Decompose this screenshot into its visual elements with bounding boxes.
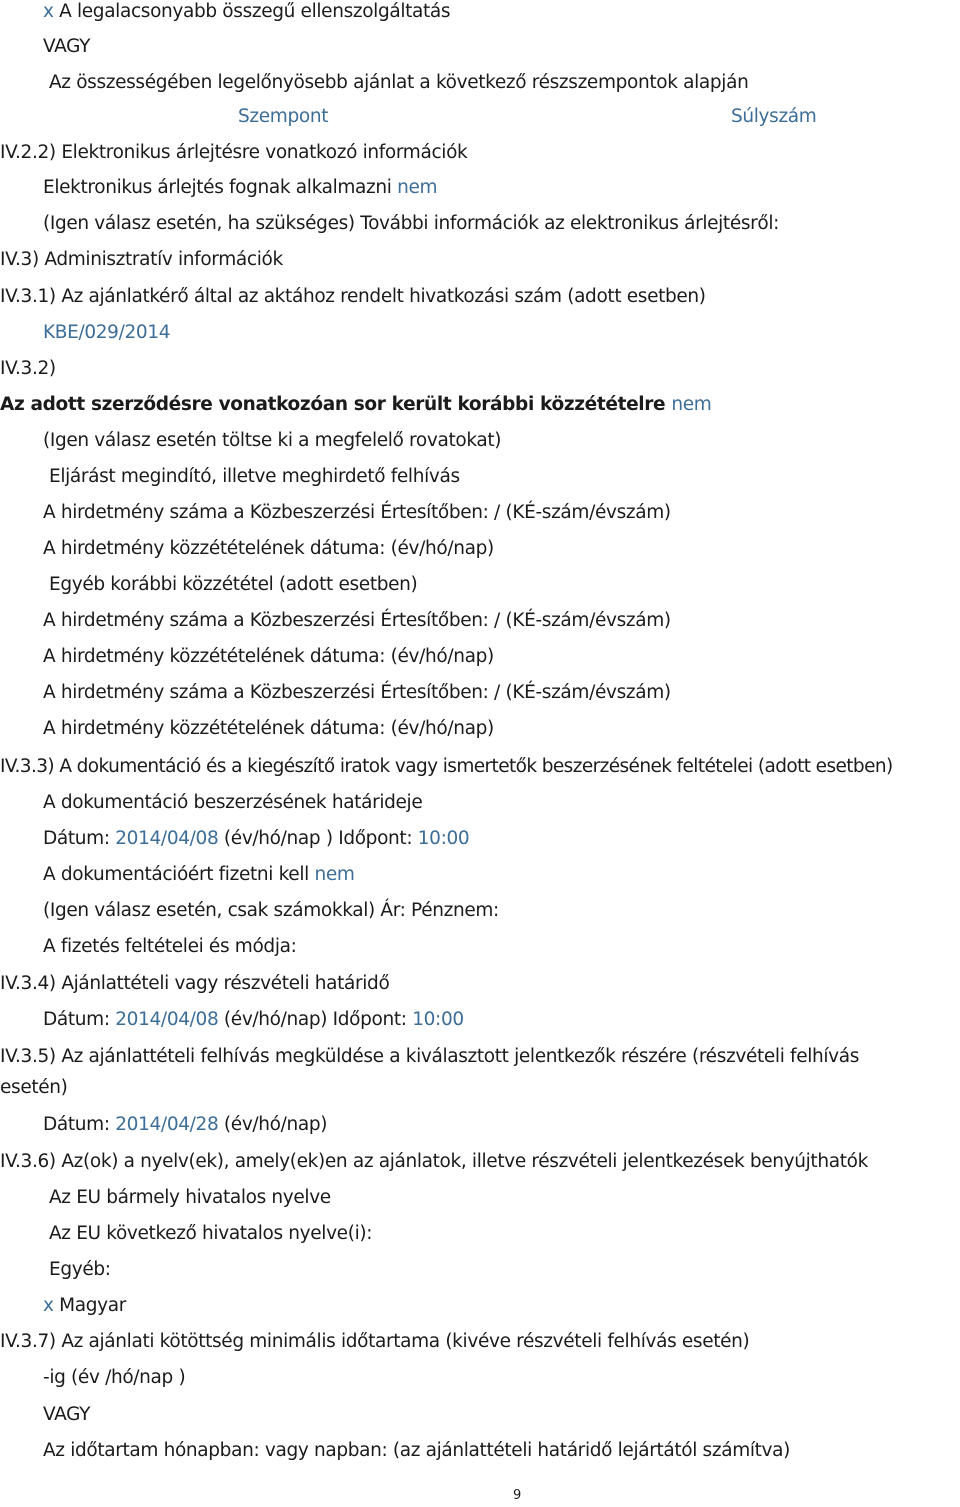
invitation-date-line: Dátum: 2014/04/28 (év/hó/nap): [43, 1114, 328, 1135]
language-option: Egyéb:: [49, 1259, 111, 1280]
date-value: 2014/04/08: [115, 1009, 219, 1030]
payment-terms-line: A fizetés feltételei és módja:: [43, 936, 297, 957]
language-option: Az EU következő hivatalos nyelve(i):: [49, 1223, 373, 1244]
subheading-line: Eljárást megindító, illetve meghirdető felhívás: [49, 466, 460, 487]
notice-number-line: A hirdetmény száma a Közbeszerzési Értesítőben: / (KÉ-szám/évszám): [43, 610, 671, 631]
section-heading: IV.3.3) A dokumentáció és a kiegészítő iratok vagy ismertetők beszerzésének feltételei (adott esetben): [0, 756, 893, 777]
section-heading: IV.3.5) Az ajánlattételi felhívás megküldése a kiválasztott jelentkezők részére (részvételi felhívás: [0, 1046, 860, 1067]
notice-date-line: A hirdetmény közzétételének dátuma: (év/hó/nap): [43, 538, 494, 559]
field-value: nem: [671, 394, 712, 415]
section-heading: IV.3.7) Az ajánlati kötöttség minimális időtartama (kivéve részvételi felhívás esetén): [0, 1331, 750, 1352]
reference-number: KBE/029/2014: [43, 322, 171, 343]
price-line: (Igen válasz esetén, csak számokkal) Ár: Pénznem:: [43, 900, 499, 921]
subheading-line: Egyéb korábbi közzététel (adott esetben): [49, 574, 418, 595]
previous-publication-question: Az adott szerződésre vonatkozóan sor került korábbi közzétételre nem: [0, 394, 712, 415]
until-date-line: -ig (év /hó/nap ): [43, 1367, 186, 1388]
section-heading: IV.3.4) Ajánlattételi vagy részvételi határidő: [0, 973, 390, 994]
section-heading: IV.3.6) Az(ok) a nyelv(ek), amely(ek)en az ajánlatok, illetve részvételi jelentkezések benyújthatók: [0, 1151, 868, 1172]
field-value: nem: [314, 864, 355, 885]
notice-number-line: A hirdetmény száma a Közbeszerzési Értesítőben: / (KÉ-szám/évszám): [43, 682, 671, 703]
award-criterion-economic: Az összességében legelőnyösebb ajánlat a következő részszempontok alapján: [49, 72, 749, 93]
notice-date-line: A hirdetmény közzétételének dátuma: (év/hó/nap): [43, 646, 494, 667]
section-heading-continued: esetén): [0, 1077, 68, 1098]
award-criterion-lowest-price: x A legalacsonyabb összegű ellenszolgáltatás: [43, 1, 451, 22]
language-option: Az EU bármely hivatalos nyelve: [49, 1187, 331, 1208]
tender-deadline-line: Dátum: 2014/04/08 (év/hó/nap) Időpont: 10:00: [43, 1009, 464, 1030]
date-value: 2014/04/08: [115, 828, 219, 849]
doc-deadline-line: Dátum: 2014/04/08 (év/hó/nap ) Időpont: 10:00: [43, 828, 470, 849]
doc-deadline-label: A dokumentáció beszerzésének határideje: [43, 792, 423, 813]
weight-column-header: Súlyszám: [731, 106, 817, 127]
time-value: 10:00: [417, 828, 470, 849]
section-heading: IV.3.2): [0, 358, 56, 379]
time-value: 10:00: [412, 1009, 464, 1030]
section-heading: IV.3) Adminisztratív információk: [0, 249, 283, 270]
or-separator: VAGY: [43, 36, 91, 57]
section-heading: IV.2.2) Elektronikus árlejtésre vonatkozó információk: [0, 142, 468, 163]
duration-line: Az időtartam hónapban: vagy napban: (az ajánlattételi határidő lejártától számítva): [43, 1440, 791, 1461]
or-separator: VAGY: [43, 1404, 91, 1425]
doc-payment-line: A dokumentációért fizetni kell nem: [43, 864, 355, 885]
notice-date-line: A hirdetmény közzétételének dátuma: (év/hó/nap): [43, 718, 494, 739]
e-auction-line: Elektronikus árlejtés fognak alkalmazni nem: [43, 177, 438, 198]
selected-mark: x: [43, 1295, 54, 1316]
e-auction-info: (Igen válasz esetén, ha szükséges) További információk az elektronikus árlejtésről:: [43, 213, 780, 234]
selected-mark: x: [43, 1, 54, 22]
section-heading: IV.3.1) Az ajánlatkérő által az aktához rendelt hivatkozási szám (adott esetben): [0, 286, 706, 307]
note-line: (Igen válasz esetén töltse ki a megfelelő rovatokat): [43, 430, 502, 451]
date-value: 2014/04/28: [115, 1114, 219, 1135]
criterion-column-header: Szempont: [238, 106, 329, 127]
field-value: nem: [397, 177, 438, 198]
selected-language: x Magyar: [43, 1295, 126, 1316]
notice-number-line: A hirdetmény száma a Közbeszerzési Értesítőben: / (KÉ-szám/évszám): [43, 502, 671, 523]
page-number: 9: [513, 1488, 522, 1503]
